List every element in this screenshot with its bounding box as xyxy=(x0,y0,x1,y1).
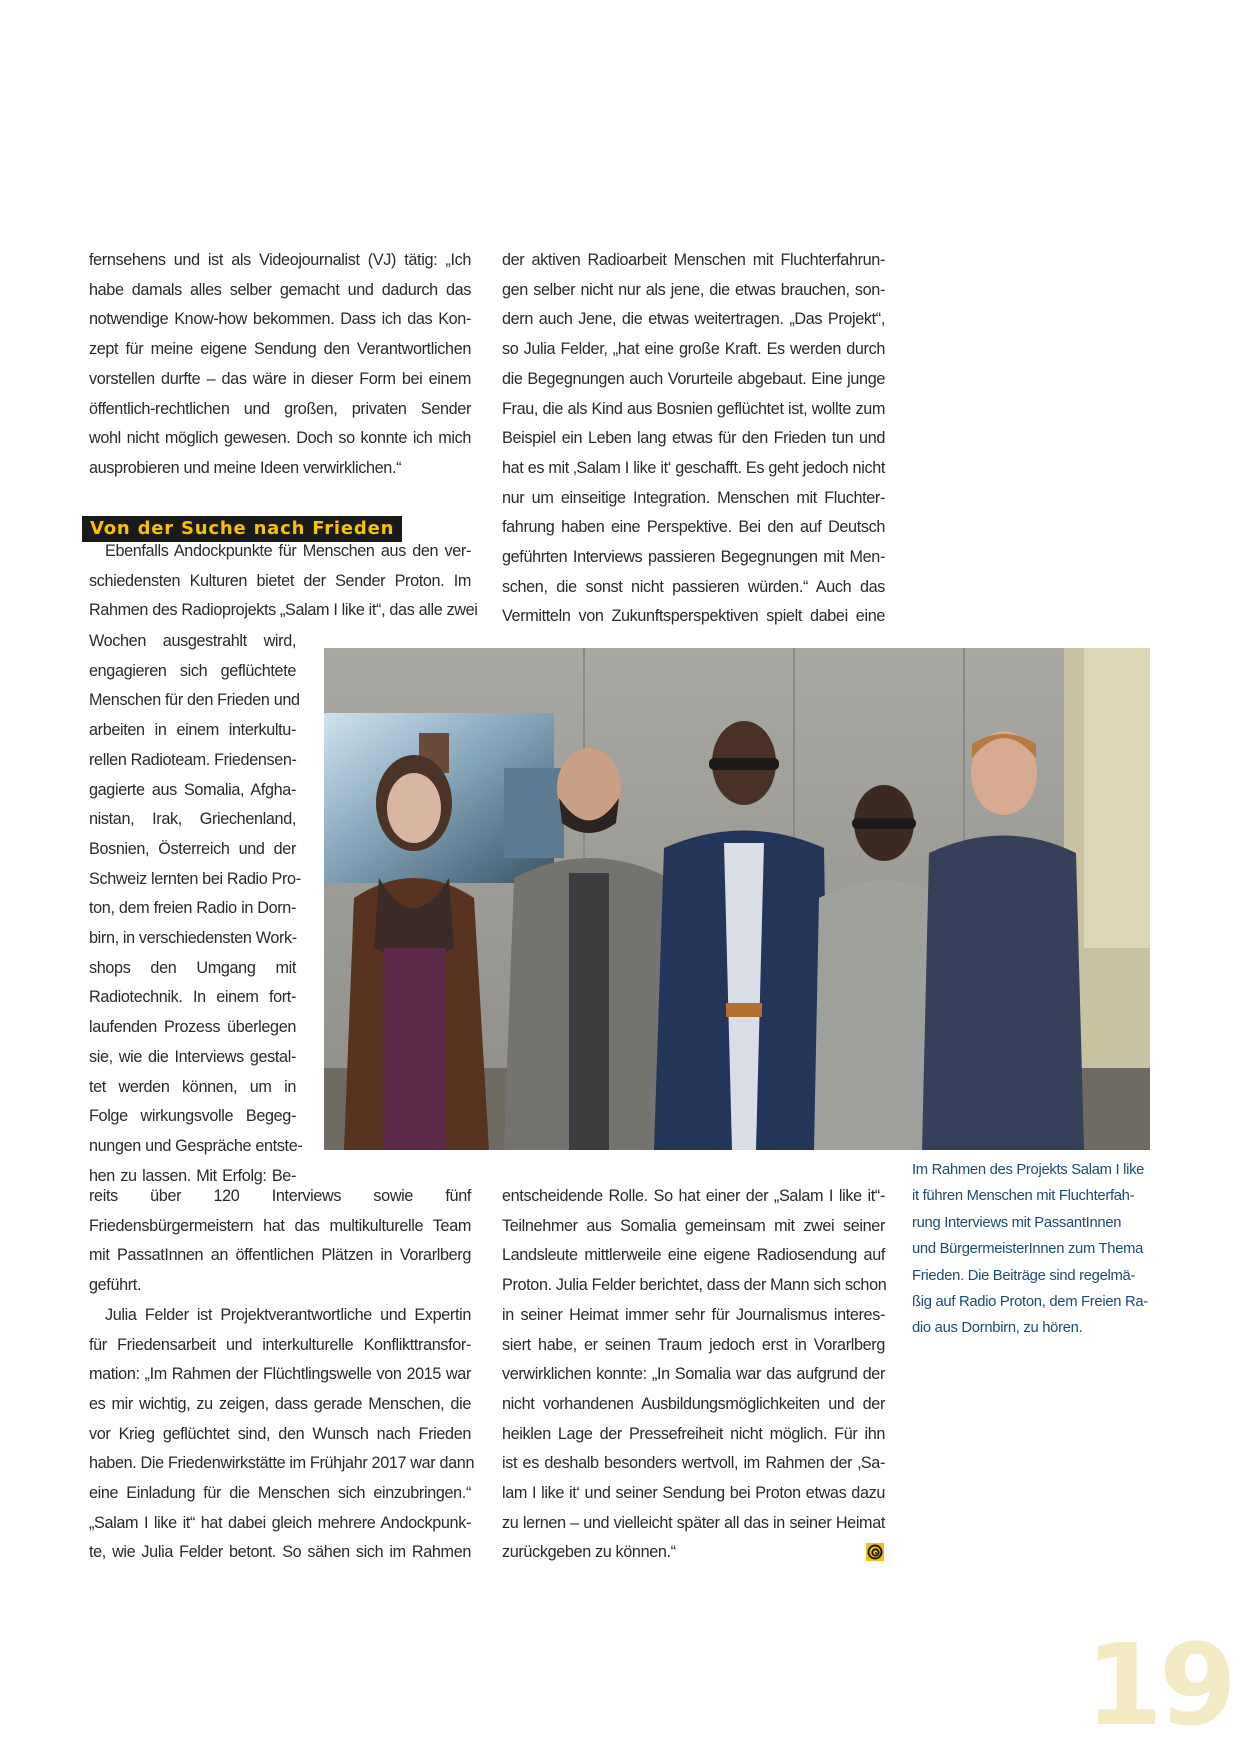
text-line: rung Interviews mit PassantInnen xyxy=(912,1214,1122,1231)
text-line: wohl nicht möglich gewesen. Doch so konnte ich mich xyxy=(89,429,471,448)
text-line: und BürgermeisterInnen zum Thema xyxy=(912,1241,1144,1258)
text-line: ist es deshalb besonders wertvoll, im Rahmen der ‚Sa- xyxy=(502,1454,885,1473)
text-line: Schweiz lernten bei Radio Pro- xyxy=(89,869,301,888)
spiral-end-icon xyxy=(866,1543,884,1561)
text-line: arbeiten in einem interkultu- xyxy=(89,721,296,740)
left-column-bottom xyxy=(89,1182,475,1568)
text-line: laufenden Prozess überlegen xyxy=(89,1018,296,1037)
text-line: nungen und Gespräche entste- xyxy=(89,1136,303,1155)
section-heading: Von der Suche nach Frieden xyxy=(82,516,402,542)
text-line: dern auch Jene, die etwas weitertragen. „Das Projekt“, xyxy=(502,310,885,329)
text-line: zept für meine eigene Sendung den Verantwortlichen xyxy=(89,340,471,359)
text-line: it führen Menschen mit Fluchterfah- xyxy=(912,1188,1135,1205)
text-line: schiedensten Kulturen bietet der Sender Proton. Im xyxy=(89,571,471,590)
text-line: haben. Die Friedenwirkstätte im Frühjahr 2017 war dann xyxy=(89,1454,475,1473)
text-line: eine Einladung für die Menschen sich einzubringen.“ xyxy=(89,1484,471,1503)
group-photo-illustration xyxy=(324,648,1150,1150)
text-line: geführt. xyxy=(89,1276,142,1295)
text-line: schen, die sonst nicht passieren würden.“ Auch das xyxy=(502,577,885,596)
text-line: Vermitteln von Zukunftsperspektiven spielt dabei eine xyxy=(502,607,885,626)
text-line: zurückgeben zu können.“ xyxy=(502,1543,676,1562)
text-line: notwendige Know-how bekommen. Dass ich das Kon- xyxy=(89,310,471,329)
text-line: ton, dem freien Radio in Dorn- xyxy=(89,899,296,918)
text-line: shops den Umgang mit xyxy=(89,958,296,977)
page-number: 19 xyxy=(1085,1621,1233,1751)
text-line: so Julia Felder, „hat eine große Kraft. Es werden durch xyxy=(502,340,885,359)
text-line: sie, wie die Interviews gestal- xyxy=(89,1047,296,1066)
text-line: ausprobieren und meine Ideen verwirklichen.“ xyxy=(89,458,402,477)
text-line: gagierte aus Somalia, Afgha- xyxy=(89,780,296,799)
text-line: es mir wichtig, zu zeigen, dass gerade Menschen, die xyxy=(89,1394,471,1413)
text-line: Wochen ausgestrahlt wird, xyxy=(89,632,296,650)
text-line: mit PassatInnen an öffentlichen Plätzen in Vorarlberg xyxy=(89,1246,471,1265)
right-column-top xyxy=(502,246,885,632)
text-line: Friedensbürgermeistern hat das multikulturelle Team xyxy=(89,1216,471,1235)
text-line: Teilnehmer aus Somalia gemeinsam mit zwei seiner xyxy=(502,1216,885,1235)
text-line: Landsleute mittlerweile eine eigene Radiosendung auf xyxy=(502,1246,885,1265)
right-column-bottom xyxy=(502,1182,885,1568)
text-line: te, wie Julia Felder betont. So sähen sich im Rahmen xyxy=(89,1543,471,1562)
text-line: die Begegnungen auch Vorurteile abgebaut. Eine junge xyxy=(502,369,885,388)
text-line: „Salam I like it“ hat dabei gleich mehrere Andockpunk- xyxy=(89,1513,471,1532)
group-photo xyxy=(324,648,1150,1150)
text-line: für Friedensarbeit und interkulturelle Konflikttransfor- xyxy=(89,1335,471,1354)
left-column-narrow xyxy=(89,627,303,1191)
text-line: nur um einseitige Integration. Menschen mit Fluchter- xyxy=(502,488,885,507)
text-line: hen zu lassen. Mit Erfolg: Be- xyxy=(89,1166,296,1185)
text-line: geführten Interviews passieren Begegnungen mit Men- xyxy=(502,548,885,567)
text-line: siert habe, er seinen Traum jedoch erst in Vorarlberg xyxy=(502,1335,885,1354)
text-line: rellen Radioteam. Friedensen- xyxy=(89,750,297,769)
paragraph-interviews xyxy=(89,1182,471,1301)
paragraph-julia-felder xyxy=(89,1301,475,1568)
text-line: nistan, Irak, Griechenland, xyxy=(89,810,296,829)
text-line: öffentlich-rechtlichen und großen, privaten Sender xyxy=(89,399,471,418)
left-column-top xyxy=(89,246,471,484)
text-line: nicht vorhandenen Ausbildungsmöglichkeiten und der xyxy=(502,1394,885,1413)
text-line: Beispiel ein Leben lang etwas für den Frieden tun und xyxy=(502,429,885,448)
text-line: habe damals alles selber gemacht und dadurch das xyxy=(89,280,471,299)
text-line: fahrung haben eine Perspektive. Bei den auf Deutsch xyxy=(502,518,885,537)
text-line: verwirklichen konnte: „In Somalia war das aufgrund der xyxy=(502,1365,885,1384)
text-line: Im Rahmen des Projekts Salam I like xyxy=(912,1162,1145,1178)
text-line: birn, in verschiedensten Work- xyxy=(89,929,297,948)
text-line: Menschen für den Frieden und xyxy=(89,691,300,710)
text-line: ßig auf Radio Proton, dem Freien Ra- xyxy=(912,1294,1148,1311)
text-line: vorstellen durfte – das wäre in dieser Form bei einem xyxy=(89,369,471,388)
text-line: Ebenfalls Andockpunkte für Menschen aus den ver- xyxy=(105,542,471,560)
text-line: Proton. Julia Felder berichtet, dass der Mann sich schon xyxy=(502,1276,887,1295)
text-line: Frau, die als Kind aus Bosnien geflüchtet ist, wollte zum xyxy=(502,399,885,418)
text-line: reits über 120 Interviews sowie fünf xyxy=(89,1187,471,1205)
text-line: fernsehens und ist als Videojournalist (VJ) tätig: „Ich xyxy=(89,251,471,269)
text-line: dio aus Dornbirn, zu hören. xyxy=(912,1320,1083,1337)
text-line: mation: „Im Rahmen der Flüchtlingswelle von 2015 war xyxy=(89,1365,471,1384)
text-line: lam I like it‘ und seiner Sendung bei Proton etwas dazu xyxy=(502,1484,885,1503)
text-line: hat es mit ‚Salam I like it‘ geschafft. Es geht jedoch nicht xyxy=(502,458,885,477)
left-column-intro xyxy=(89,537,478,626)
text-line: zu lernen – und vielleicht später all das in seiner Heimat xyxy=(502,1513,885,1532)
text-line: Bosnien, Österreich und der xyxy=(89,839,296,858)
text-line: entscheidende Rolle. So hat einer der „Salam I like it“- xyxy=(502,1187,885,1205)
text-line: in seiner Heimat immer sehr für Journalismus interes- xyxy=(502,1305,885,1324)
text-line: Folge wirkungsvolle Begeg- xyxy=(89,1107,296,1126)
photo-caption xyxy=(912,1157,1157,1342)
text-line: gen selber nicht nur als jene, die etwas brauchen, son- xyxy=(502,280,885,299)
text-line: Radiotechnik. In einem fort- xyxy=(89,988,296,1007)
text-line: Rahmen des Radioprojekts „Salam I like it“, das alle zwei xyxy=(89,601,478,620)
text-line: tet werden können, um in xyxy=(89,1077,296,1096)
text-line: Julia Felder ist Projektverantwortliche und Expertin xyxy=(105,1305,471,1324)
text-line: engagieren sich geflüchtete xyxy=(89,661,296,680)
text-line: der aktiven Radioarbeit Menschen mit Fluchterfahrun- xyxy=(502,251,885,269)
text-line: Frieden. Die Beiträge sind regelmä- xyxy=(912,1267,1136,1284)
text-line: vor Krieg geflüchtet sind, den Wunsch nach Frieden xyxy=(89,1424,471,1443)
text-line: heiklen Lage der Pressefreiheit nicht möglich. Für ihn xyxy=(502,1424,885,1443)
